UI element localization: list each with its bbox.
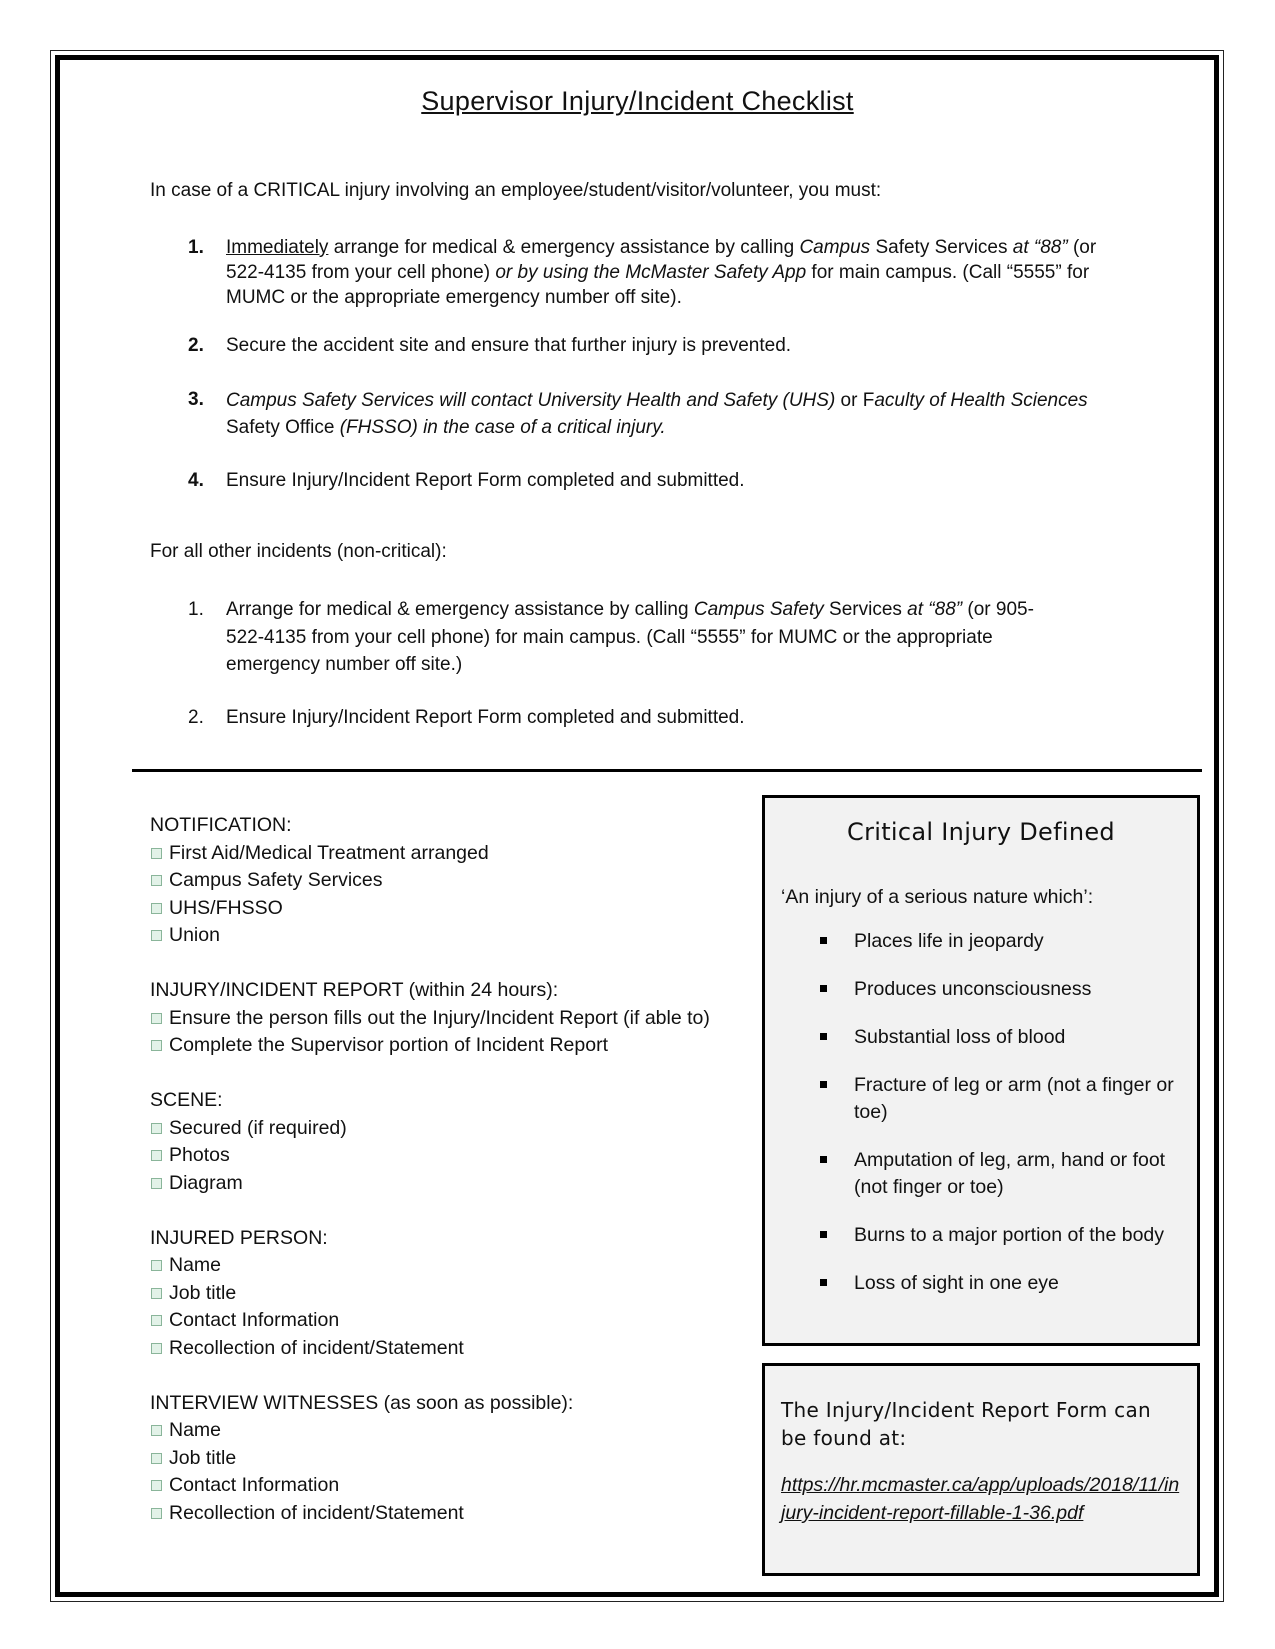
checklist-group-injured-person xyxy=(150,1225,750,1363)
checklist-item xyxy=(150,1445,750,1473)
critical-injury-defined-box xyxy=(762,795,1200,1346)
step-number: 1. xyxy=(188,237,204,258)
step-text: Ensure Injury/Incident Report Form completed and submitted. xyxy=(226,707,745,728)
report-form-text: The Injury/Incident Report Form can be found at: xyxy=(781,1398,1151,1450)
checkbox[interactable] xyxy=(151,1453,162,1464)
checklist-item-label: Job title xyxy=(169,1446,237,1469)
step-text: aculty of Health Sciences xyxy=(874,390,1088,411)
group-heading: INJURED PERSON: xyxy=(150,1226,328,1249)
bullet-icon xyxy=(820,1231,827,1238)
noncritical-intro: For all other incidents (non-critical): xyxy=(150,541,447,562)
checklist-item xyxy=(150,1115,750,1143)
definition-item xyxy=(820,1270,1180,1297)
page-title: Supervisor Injury/Incident Checklist xyxy=(421,86,854,116)
definition-text: Fracture of leg or arm (not a finger or toe) xyxy=(854,1074,1174,1123)
checklist-item-label: Campus Safety Services xyxy=(169,869,383,891)
bullet-icon xyxy=(820,937,827,944)
checkbox[interactable] xyxy=(151,1508,162,1519)
checkbox[interactable] xyxy=(151,930,162,941)
step-text: Safety xyxy=(870,237,930,258)
checklist-item xyxy=(150,840,750,868)
checkbox[interactable] xyxy=(151,1013,162,1024)
step-text: Services xyxy=(823,599,908,620)
step-text: (or 522-4135 from your cell phone) xyxy=(226,237,1097,283)
group-heading: SCENE: xyxy=(150,1089,223,1111)
checklist-item-label: Contact Information xyxy=(169,1474,340,1496)
definition-text: Burns to a major portion of the body xyxy=(854,1224,1165,1246)
step-text: Campus Safety Services will contact University Health and Safety (UHS) xyxy=(226,390,836,411)
checklist-item-label: Secured (if required) xyxy=(169,1116,347,1139)
step-number: 1. xyxy=(188,599,204,620)
step-number: 2. xyxy=(188,707,204,728)
checklist-item-label: UHS/FHSSO xyxy=(169,896,283,919)
checklist-item-label: Ensure the person fills out the Injury/Incident Report (if able to) xyxy=(169,1006,710,1029)
definition-list xyxy=(820,928,1180,1318)
checklist-item xyxy=(150,1417,750,1445)
bullet-icon xyxy=(820,985,827,992)
bullet-icon xyxy=(820,1033,827,1040)
checklist-item xyxy=(150,1170,750,1198)
step-text: or F xyxy=(835,390,875,411)
checklist-item-label: Recollection of incident/Statement xyxy=(169,1336,464,1359)
checklist-item-label: Photos xyxy=(169,1144,230,1166)
checkbox[interactable] xyxy=(151,1123,162,1134)
step-text: Arrange for medical & emergency assistance by calling xyxy=(226,599,694,620)
definition-item xyxy=(820,1222,1180,1249)
checklist-group-scene xyxy=(150,1087,750,1197)
definition-text: Substantial loss of blood xyxy=(854,1026,1066,1048)
checkbox[interactable] xyxy=(151,1480,162,1491)
step-text: for main campus. (Call “5555” for MUMC or the appropriate emergency number off site). xyxy=(226,262,1090,308)
definition-item xyxy=(820,976,1180,1003)
checklist-item xyxy=(150,895,750,923)
checkbox[interactable] xyxy=(151,1178,162,1189)
checklist-item-label: Name xyxy=(169,1254,222,1276)
checklist-item-label: Union xyxy=(169,924,220,946)
definition-item xyxy=(820,1147,1180,1201)
checkbox[interactable] xyxy=(151,1040,162,1051)
definition-text: Places life in jeopardy xyxy=(854,930,1044,952)
checklist-item-label: First Aid/Medical Treatment arranged xyxy=(169,841,489,864)
checklist-item xyxy=(150,1142,750,1170)
checkbox[interactable] xyxy=(151,1425,162,1436)
checklist-item-label: Diagram xyxy=(169,1171,243,1194)
checkbox[interactable] xyxy=(151,875,162,886)
step-number: 4. xyxy=(188,470,204,491)
checklist-item xyxy=(150,1472,750,1500)
group-heading: INTERVIEW WITNESSES (as soon as possible): xyxy=(150,1391,574,1414)
definition-text: Produces unconsciousness xyxy=(854,978,1092,1000)
step-text: Secure the accident site and ensure that further injury is prevented. xyxy=(226,335,792,356)
checklist-item xyxy=(150,922,750,950)
checkbox[interactable] xyxy=(151,848,162,859)
step-text: Services xyxy=(929,237,1013,258)
checklist-item xyxy=(150,1005,750,1033)
checklist-item xyxy=(150,1335,750,1363)
group-heading: NOTIFICATION: xyxy=(150,814,292,836)
step-text: (FHSSO) in the case of a critical injury. xyxy=(339,417,666,438)
checklist-item-label: Contact Information xyxy=(169,1309,340,1331)
step-text: Safety Office xyxy=(226,417,340,438)
report-form-box xyxy=(762,1363,1200,1576)
bullet-icon xyxy=(820,1279,827,1286)
report-form-link[interactable]: https://hr.mcmaster.ca/app/uploads/2018/11/injury-incident-report-fillable-1-36.pdf xyxy=(781,1474,1180,1524)
step-text: or by using the McMaster Safety App xyxy=(495,262,807,283)
checkbox[interactable] xyxy=(151,1260,162,1271)
step-text: arrange for medical & emergency assistance by calling xyxy=(328,237,800,258)
step-text: Campus xyxy=(799,237,871,258)
step-number: 2. xyxy=(188,335,204,356)
step-text: at “88” xyxy=(1012,237,1068,258)
checklist-group-witnesses xyxy=(150,1390,750,1528)
checklist-item xyxy=(150,867,750,895)
critical-intro: In case of a CRITICAL injury involving an employee/student/visitor/volunteer, you must: xyxy=(150,180,882,201)
definition-item xyxy=(820,1072,1180,1126)
box-title: Critical Injury Defined xyxy=(847,818,1115,846)
step-text: Ensure Injury/Incident Report Form completed and submitted. xyxy=(226,470,745,491)
checklist-group-report xyxy=(150,977,750,1060)
bullet-icon xyxy=(820,1156,827,1163)
checklist-item-label: Job title xyxy=(169,1281,237,1304)
bullet-icon xyxy=(820,1081,827,1088)
checklist-item-label: Name xyxy=(169,1419,222,1441)
checkbox[interactable] xyxy=(151,1288,162,1299)
step-text: at “88” xyxy=(907,599,963,620)
step-text: Campus Safety xyxy=(693,599,824,620)
step-text: (or 905-522-4135 from your cell phone) for main campus. (Call “5555” for MUMC or the appropriate emergency number off site.) xyxy=(226,599,1034,675)
checklist-item xyxy=(150,1307,750,1335)
definition-text: Loss of sight in one eye xyxy=(854,1272,1059,1294)
section-divider xyxy=(132,769,1202,772)
checklist-item-label: Complete the Supervisor portion of Incident Report xyxy=(169,1034,608,1056)
step-number: 3. xyxy=(188,389,204,410)
checkbox[interactable] xyxy=(151,1150,162,1161)
definition-item xyxy=(820,1024,1180,1051)
definition-text: Amputation of leg, arm, hand or foot (not finger or toe) xyxy=(854,1149,1166,1198)
box-intro: ‘An injury of a serious nature which’: xyxy=(781,886,1094,908)
definition-item xyxy=(820,928,1180,955)
checklist-item xyxy=(150,1500,750,1528)
checkbox[interactable] xyxy=(151,1315,162,1326)
checklist-item xyxy=(150,1032,750,1060)
checklist-item xyxy=(150,1252,750,1280)
group-heading: INJURY/INCIDENT REPORT (within 24 hours): xyxy=(150,979,559,1001)
step-text-immediately: Immediately xyxy=(226,237,329,258)
checklist-item xyxy=(150,1280,750,1308)
checklist-group-notification xyxy=(150,812,750,950)
checkbox[interactable] xyxy=(151,1343,162,1354)
checklist-item-label: Recollection of incident/Statement xyxy=(169,1501,464,1524)
checkbox[interactable] xyxy=(151,903,162,914)
checklist xyxy=(150,812,750,1555)
